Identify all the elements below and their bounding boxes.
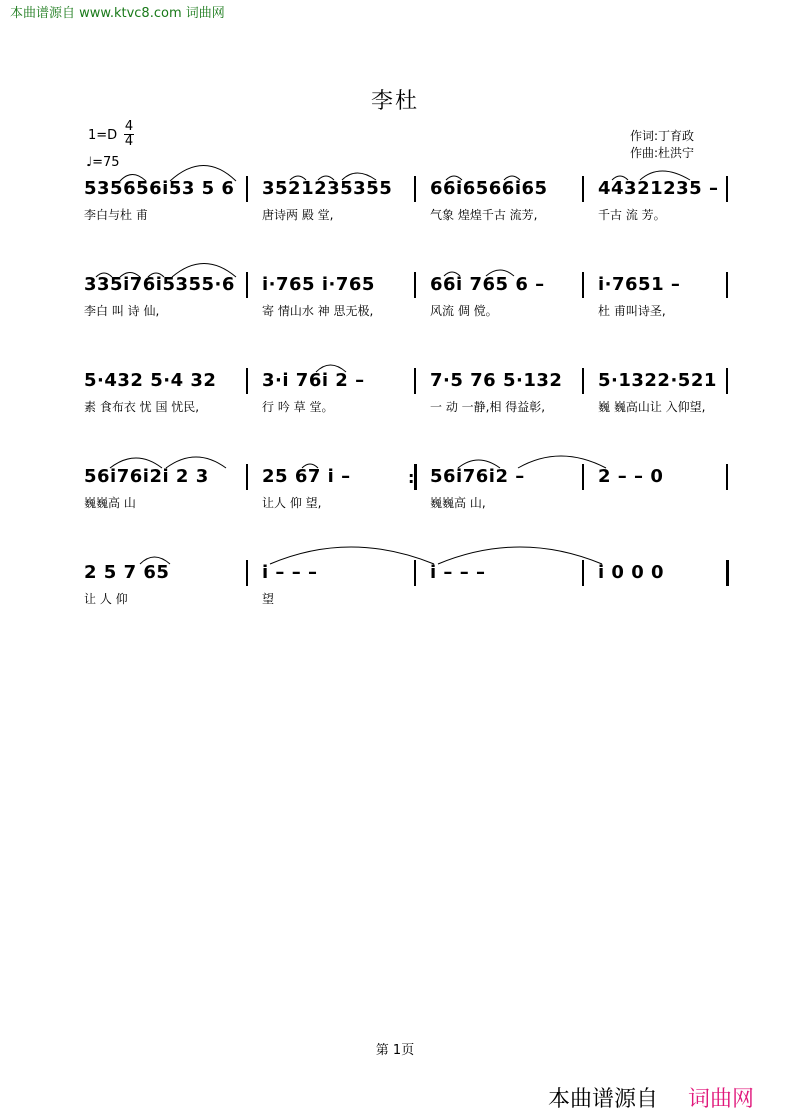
- measure-lyrics: 行 吟 草 堂。: [262, 400, 334, 414]
- measure-notes: 535656i53 5 6: [84, 178, 235, 199]
- tempo-marking: [86, 155, 120, 170]
- barline: [582, 176, 584, 202]
- measure-notes: 2 – – 0: [598, 466, 664, 487]
- measure-notes: 56i76i2i 2 3: [84, 466, 209, 487]
- barline: [414, 560, 416, 586]
- source-watermark: 本曲谱源自 www.ktvc8.com 词曲网: [10, 6, 225, 21]
- brand-site-name: 词曲网: [688, 1087, 755, 1112]
- barline: [246, 464, 248, 490]
- slur: [518, 456, 606, 468]
- measure-notes: i·765 i·765: [262, 274, 375, 295]
- barline: [582, 272, 584, 298]
- time-signature: [124, 120, 134, 149]
- key-signature: 1=D: [88, 128, 118, 143]
- barline: [246, 176, 248, 202]
- song-title: 李杜: [370, 89, 419, 114]
- repeat-sign: :: [408, 468, 415, 487]
- page-number: 第 1页: [375, 1043, 415, 1058]
- measure-lyrics: 寄 情山水 神 思无极,: [262, 304, 374, 318]
- measure-lyrics: 风流 倜 傥。: [430, 304, 498, 318]
- measure-lyrics: 巍巍高 山: [84, 496, 136, 510]
- measure-lyrics: 李白 叫 诗 仙,: [84, 304, 160, 318]
- measure-notes: 5·432 5·4 32: [84, 370, 217, 391]
- barline: [414, 464, 417, 490]
- measure-notes: 44321235 –: [598, 178, 719, 199]
- measure-lyrics: 李白与杜 甫: [84, 208, 148, 222]
- measure-lyrics: 巍 巍高山让 入仰望,: [598, 400, 706, 414]
- measure-notes: 25 67 i –: [262, 466, 351, 487]
- barline: [726, 368, 728, 394]
- measure-notes: i – – –: [430, 562, 486, 583]
- time-denominator: 4: [124, 134, 134, 149]
- barline: [726, 272, 728, 298]
- measure-notes: 7·5 76 5·132: [430, 370, 563, 391]
- measure-notes: i 0 0 0: [598, 562, 665, 583]
- measure-lyrics: 素 食布衣 忧 国 忧民,: [84, 400, 200, 414]
- barline: [246, 560, 248, 586]
- lyricist-credit: 作词:丁育政: [630, 129, 695, 143]
- measure-notes: 3·i 76i 2 –: [262, 370, 365, 391]
- measure-lyrics: 千古 流 芳。: [598, 208, 666, 222]
- measure-lyrics: 巍巍高 山,: [430, 496, 486, 510]
- measure-lyrics: 杜 甫叫诗圣,: [598, 304, 666, 318]
- measure-notes: 335i76i5355·6: [84, 274, 235, 295]
- measure-notes: i·7651 –: [598, 274, 681, 295]
- measure-notes: 66i6566i65: [430, 178, 548, 199]
- measure-lyrics: 唐诗两 殿 堂,: [262, 208, 334, 222]
- measure-notes: 5·1322·521: [598, 370, 717, 391]
- measure-lyrics: 让 人 仰: [84, 592, 128, 606]
- measure-lyrics: 一 动 一静,相 得益彰,: [430, 400, 546, 414]
- measure-notes: 3521235355: [262, 178, 393, 199]
- quarter-note-icon: ♩: [86, 155, 93, 170]
- measure-notes: 56i76i2 –: [430, 466, 525, 487]
- measure-lyrics: 让人 仰 望,: [262, 496, 322, 510]
- barline: [414, 368, 416, 394]
- measure-notes: 66i 765 6 –: [430, 274, 545, 295]
- measure-notes: 2 5 7 65: [84, 562, 170, 583]
- measure-lyrics: 气象 煌煌千古 流芳,: [430, 208, 538, 222]
- barline: [246, 272, 248, 298]
- barline: [414, 272, 416, 298]
- barline: [582, 560, 584, 586]
- barline: [246, 368, 248, 394]
- barline: [582, 464, 584, 490]
- time-numerator: 4: [124, 119, 134, 134]
- barline: [582, 368, 584, 394]
- barline: [726, 176, 728, 202]
- composer-credit: 作曲:杜洪宁: [630, 146, 695, 160]
- measure-notes: i – – –: [262, 562, 318, 583]
- measure-lyrics: 望: [262, 592, 275, 606]
- barline: [726, 464, 728, 490]
- tempo-value: =75: [92, 155, 120, 170]
- brand-source-label: 本曲谱源自: [548, 1087, 659, 1112]
- barline: [726, 560, 729, 586]
- barline: [414, 176, 416, 202]
